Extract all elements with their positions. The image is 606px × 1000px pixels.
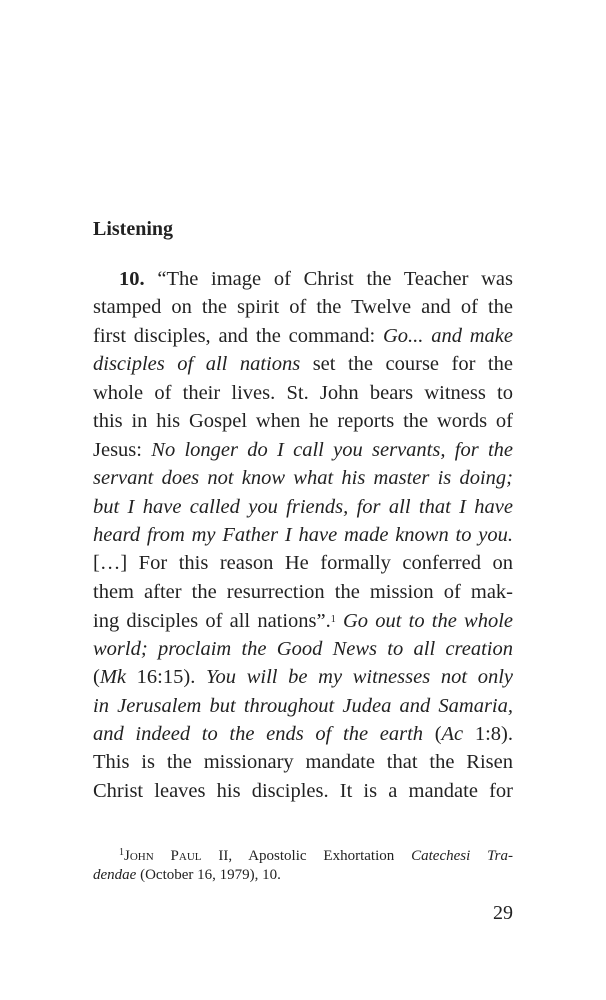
text-run: 1:8). <box>463 723 513 745</box>
text-line <box>93 777 513 805</box>
text-run: II, Apostolic Exhortation <box>201 848 412 864</box>
text-run: Go out to the whole <box>342 610 513 633</box>
text-run: set the course for the <box>300 353 513 376</box>
text-line <box>93 606 513 634</box>
text-run: and indeed to the ends of the earth <box>93 723 424 745</box>
text-run: Mk <box>99 666 127 689</box>
text-line <box>93 265 513 293</box>
text-run: whole of their lives. St. John bears witness to <box>93 381 513 404</box>
text-run: servant does not know what his master is doing; <box>93 467 513 490</box>
text-run: Ac <box>441 723 464 745</box>
text-run: John Paul <box>124 848 202 864</box>
text-run: ing disciples of all nations”. <box>93 610 331 633</box>
text-run: this in his Gospel when he reports the words of <box>93 410 513 433</box>
text-run: stamped on the spirit of the Twelve and of the <box>93 296 513 319</box>
text-line <box>93 379 513 407</box>
text-line <box>93 293 513 321</box>
text-run: heard from my Father I have made known to you. <box>93 523 513 546</box>
page-number: 29 <box>493 902 513 924</box>
text-run: disciples of all nations <box>93 353 301 376</box>
text-line <box>93 720 513 748</box>
text-run: […] For this reason He formally conferred on <box>93 552 513 575</box>
text-run: them after the resurrection the mission of mak- <box>93 580 513 603</box>
text-line <box>93 521 513 549</box>
text-line <box>93 692 513 720</box>
text-run: Catechesi Tra- <box>411 848 514 864</box>
text-run: 16:15). <box>126 666 207 689</box>
text-line <box>93 635 513 663</box>
text-run: (October 16, 1979), 10. <box>136 867 281 883</box>
text-run: dendae <box>93 867 137 883</box>
text-line <box>93 407 513 435</box>
text-run: Go... and make <box>382 324 513 347</box>
body-text <box>93 265 513 805</box>
text-line <box>93 436 513 464</box>
footnote-line <box>93 864 513 886</box>
text-run: Jesus: <box>93 438 152 461</box>
text-run: ( <box>423 723 442 745</box>
text-line <box>93 748 513 776</box>
text-run: world; proclaim the Good News to all creation <box>93 637 513 660</box>
section-heading: Listening <box>93 218 174 240</box>
text-line <box>93 663 513 691</box>
text-run: You will be my witnesses not only <box>206 666 514 689</box>
footnote-line <box>93 842 513 864</box>
footnote-marker: 1 <box>119 847 124 858</box>
text-line <box>93 322 513 350</box>
text-run: No longer do I call you servants, for the <box>151 438 514 461</box>
text-run <box>336 610 343 632</box>
text-run: ( <box>93 666 100 689</box>
text-run: This is the missionary mandate that the Risen <box>93 751 513 774</box>
text-run: Christ leaves his disciples. It is a mandate for <box>93 779 513 802</box>
text-line <box>93 549 513 577</box>
text-run: first disciples, and the command: <box>93 324 383 347</box>
text-run: “The image of Christ the Teacher was <box>144 268 513 290</box>
text-line <box>93 493 513 521</box>
footnote <box>93 842 513 886</box>
text-run: but I have called you friends, for all that I have <box>93 495 513 518</box>
text-run: 10. <box>119 268 145 290</box>
text-run: in Jerusalem but throughout Judea and Samaria, <box>93 694 513 717</box>
text-line <box>93 350 513 378</box>
footnote-marker: 1 <box>330 614 336 626</box>
text-line <box>93 464 513 492</box>
text-line <box>93 578 513 606</box>
